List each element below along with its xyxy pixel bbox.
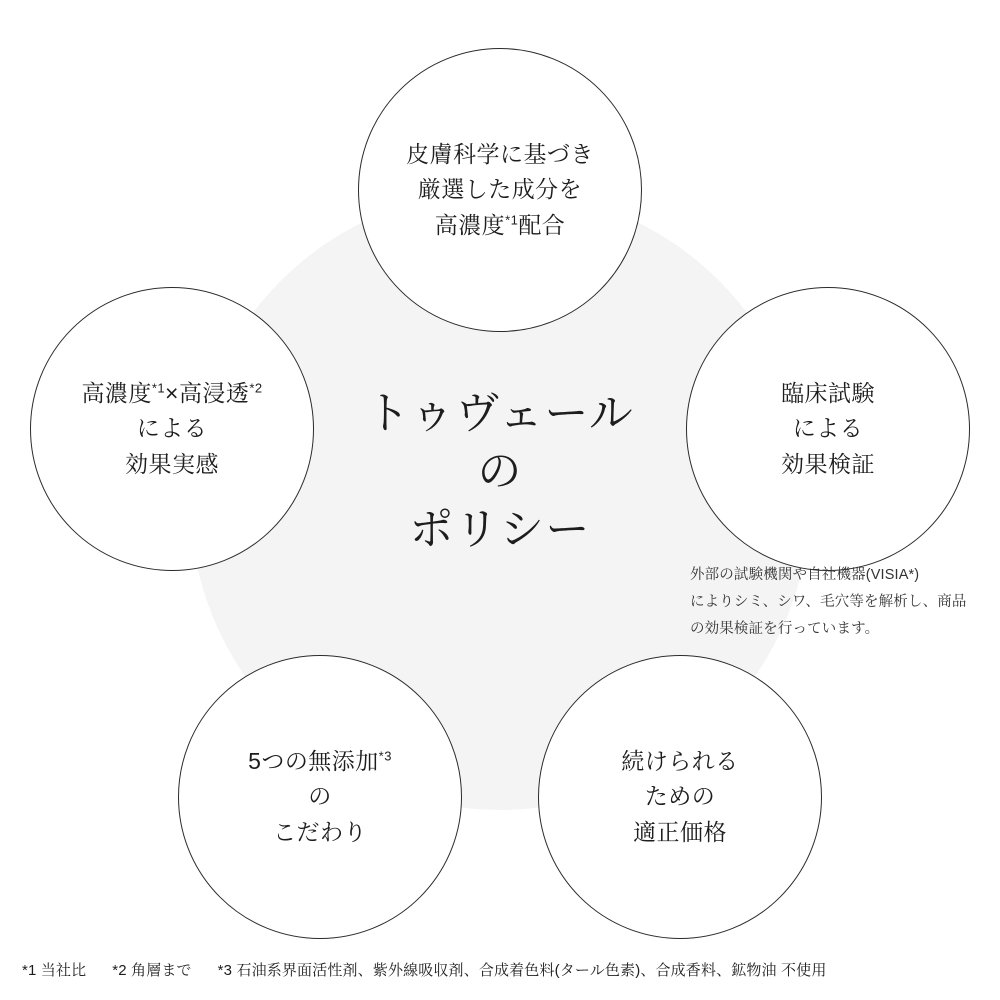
policy-bubble-clinical: [686, 287, 970, 571]
clinical-caption: 外部の試験機関や自社機器(VISIA*) によりシミ、シワ、毛穴等を解析し、商品 の効果検証を行っています。: [690, 567, 967, 637]
diagram-center-title: トゥヴェール の ポリシー: [365, 389, 635, 555]
footnote-2: *2 角層まで: [112, 962, 192, 979]
policy-bubble-additive-free: [178, 655, 462, 939]
footnote-3: *3 石油系界面活性剤、紫外線吸収剤、合成着色料(タール色素)、合成香料、鉱物油 不使用: [217, 962, 827, 979]
policy-bubble-ingredients-text: 皮膚科学に基づき 厳選した成分を 高濃度$^{*1}$配合: [406, 140, 594, 238]
policy-bubble-efficacy: [30, 287, 314, 571]
footnote-1: *1 当社比: [22, 962, 87, 979]
policy-bubble-ingredients: [358, 48, 642, 332]
footnote-row: [22, 959, 982, 980]
policy-bubble-additive-free-text: 5つの無添加$^{*3}$ の こだわり: [248, 747, 392, 845]
policy-bubble-clinical-text: 臨床試験 による 効果検証: [781, 379, 875, 477]
policy-bubble-price-text: 続けられる ための 適正価格: [621, 747, 739, 845]
policy-bubble-price: [538, 655, 822, 939]
policy-bubble-efficacy-text: 高濃度$^{*1}$×高浸透$^{*2}$ による 効果実感: [81, 379, 263, 477]
